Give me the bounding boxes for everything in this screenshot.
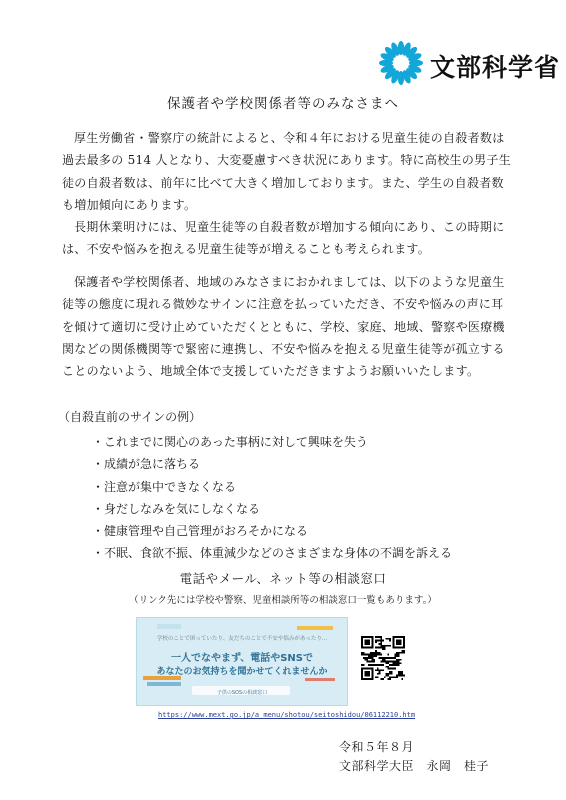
intro-section: [62, 127, 512, 261]
qr-code-icon[interactable]: [361, 636, 405, 680]
consult-note: （リンク先には学校や警察、児童相談所等の相談窓口一覧もあります。）: [129, 595, 437, 606]
sign-item: ・ 注意が集中できなくなる: [92, 476, 452, 498]
sign-item: ・ これまでに関心のあった事柄に対して興味を失う: [92, 431, 452, 453]
banner-footer: 子供のSOSの相談窓口: [216, 690, 268, 696]
mext-logo: [378, 40, 561, 90]
request-paragraph: 保護者や学校関係者、地域のみなさまにおかれましては、以下のような児童生徒等の態度に現れる微妙なサインに注意を払っていただき、不安や悩みの声に耳を傾けて適切に受け止めていただくとともに、学校、家庭、地域、警察や医療機関などの関係機関等で緊密に連携し、不安や悩みを抱える児童生徒等が孤立することのないよう、地域全体で支援していただきますようお願いいたします。: [62, 275, 505, 379]
signs-heading: （自殺直前のサインの例）: [58, 410, 202, 424]
consult-banner[interactable]: [136, 617, 348, 706]
sign-item: ・ 不眠、食欲不振、体重減少などのさまざまな身体の不調を訴える: [92, 542, 452, 564]
consult-title: 電話やメール、ネット等の相談窓口: [179, 571, 387, 586]
sign-item: ・ 成績が急に落ちる: [92, 453, 452, 475]
banner-top-text: 学校のことで困っていたり、友だちのことで不安や悩みがあったり...: [156, 636, 328, 642]
sign-item: ・ 健康管理や自己管理がおろそかになる: [92, 520, 452, 542]
sign-item: ・ 身だしなみを気にしなくなる: [92, 498, 452, 520]
banner-headline: 一人でなやまず、電話やSNSで: [171, 653, 313, 664]
intro-paragraph-1: 厚生労働省・警察庁の統計によると、令和４年における児童生徒の自殺者数は過去最多の 514 人となり、大変憂慮すべき状況にあります。特に高校生の男子生徒の自殺者数は、前年に比べて大きく増加しております。また、学生の自殺者数も増加傾向にあります。: [62, 131, 512, 212]
consult-link[interactable]: https://www.mext.go.jp/a_menu/shotou/seitoshidou/06112210.htm: [158, 711, 416, 719]
signer-name: 文部科学大臣 永岡 桂子: [339, 759, 490, 773]
mext-logo-mark-icon: [378, 40, 424, 86]
intro-paragraph-2: 長期休業明けには、児童生徒等の自殺者数が増加する傾向にあり、この時期には、不安や悩みを抱える児童生徒等が増えることも考えられます。: [62, 220, 505, 257]
request-section: [62, 271, 512, 382]
banner-subheadline: あなたのお気持ちを聞かせてくれませんか: [156, 667, 328, 677]
page-title: 保護者や学校関係者等のみなさまへ: [167, 96, 399, 112]
issue-date: 令和５年８月: [339, 740, 415, 754]
signs-list: [92, 431, 452, 565]
mext-logo-text: 文部科学省: [430, 53, 561, 82]
